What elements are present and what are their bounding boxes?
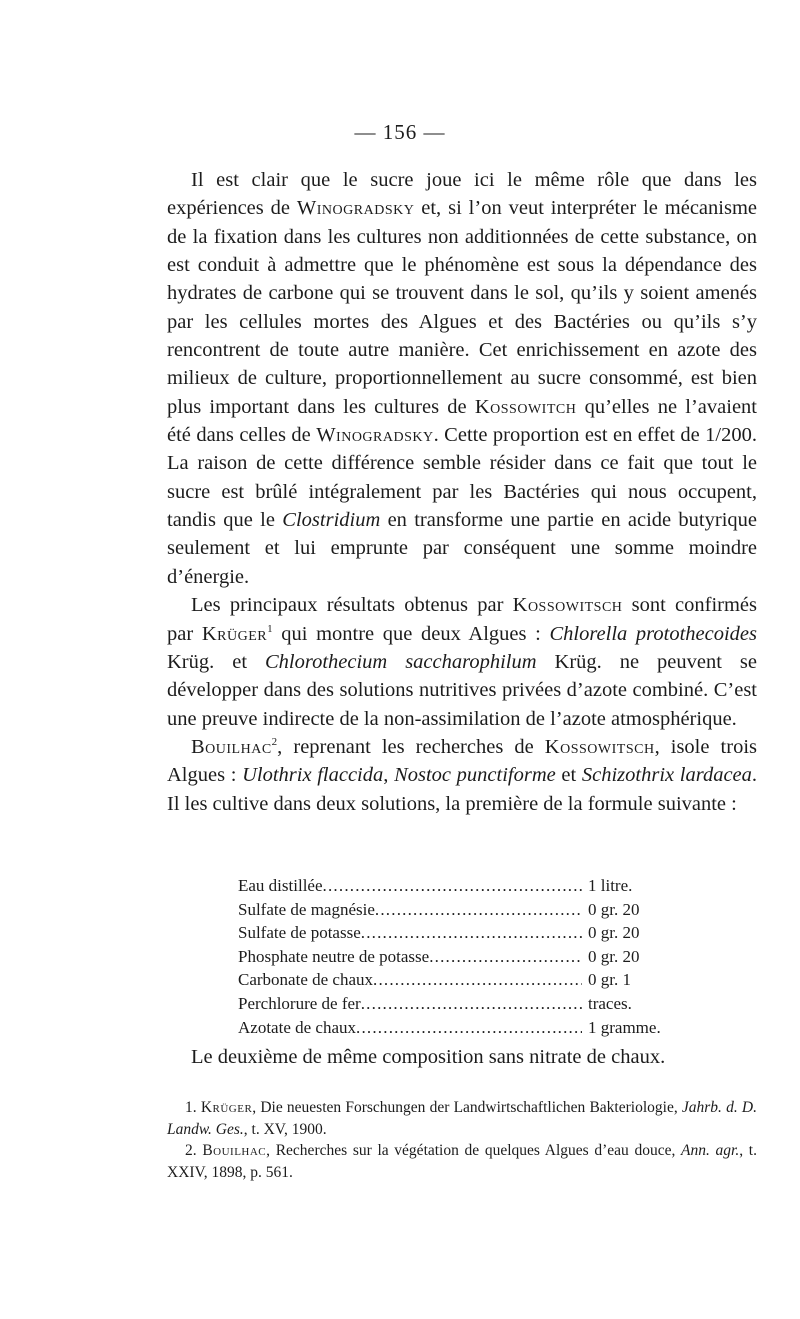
footnote-1 bbox=[167, 1097, 757, 1140]
paragraph-3-text-i: et bbox=[555, 764, 582, 787]
author-name: Kossowitsch bbox=[544, 735, 655, 758]
paragraph-2-text-a: Les principaux résultats obtenus par bbox=[191, 594, 513, 617]
formula-ingredient: Eau distillée bbox=[238, 876, 323, 895]
footnote-ref-2: 2 bbox=[271, 735, 278, 748]
paragraph-3-text-k: . Il les cultive dans deux solutions, la première de la formule suivante : bbox=[167, 764, 758, 815]
paragraph-1 bbox=[167, 166, 757, 591]
leader-dots bbox=[361, 992, 582, 1016]
paragraph-2-text-c: sont confirmés par bbox=[167, 594, 757, 645]
footnote-author: Krüger bbox=[200, 1099, 253, 1116]
leader-dots bbox=[356, 1016, 582, 1040]
taxon-name: Clostridium bbox=[282, 509, 381, 532]
formula-quantity: 1 gramme. bbox=[588, 1017, 661, 1037]
formula-ingredient: Azotate de chaux bbox=[238, 1017, 356, 1037]
paragraph-3-text-g: , bbox=[383, 764, 395, 787]
author-name: Winogradsky bbox=[296, 197, 415, 220]
footnote-number: 2. bbox=[185, 1142, 203, 1159]
formula-quantity: 0 gr. 1 bbox=[588, 970, 631, 990]
formula-row bbox=[238, 898, 688, 922]
author-name: Kossowitsch bbox=[512, 594, 623, 617]
paragraph-1-text-e: qu’elles ne l’avaient été dans celles de bbox=[167, 395, 757, 447]
formula-row bbox=[238, 992, 688, 1016]
formula-ingredient: Phosphate neutre de potasse bbox=[238, 946, 430, 966]
taxon-name: Nostoc punctiforme bbox=[394, 764, 556, 787]
footnote-number: 1. bbox=[185, 1099, 201, 1116]
taxon-name: Ulothrix flaccida bbox=[242, 764, 384, 787]
footnote-author: Bouilhac bbox=[202, 1142, 267, 1159]
paragraph-1-text-c: et, si l’on veut interpréter le mécanisme de la fixation dans les cultures non additionnées de cette substance, on est conduit à admettre que le phénomène est sous la dépendance des hydrates de carbone qui se trouvent dans le sol, qu’ils y soient amenés par les cellules mortes des Algues et des Bactéries ou qu’ils s’y rencontrent de toute autre manière. Cet enrichissement en azote des milieux de culture, proportionnellement au sucre consommé, est bien plus important dans les cultures de bbox=[167, 197, 758, 418]
author-name: Winogradsky bbox=[316, 424, 434, 447]
formula-row bbox=[238, 945, 688, 969]
formula-quantity: 0 gr. 20 bbox=[588, 946, 640, 966]
formula-quantity: traces. bbox=[588, 993, 632, 1013]
formula-ingredient: Carbonate de chaux bbox=[238, 970, 373, 990]
paragraph-2-text-h: Krüg. et bbox=[167, 650, 265, 673]
paragraph-3 bbox=[167, 733, 757, 818]
formula-row bbox=[238, 968, 688, 992]
leader-dots bbox=[429, 945, 582, 969]
closing-sentence: Le deuxième de même composition sans nitrate de chaux. bbox=[191, 1046, 666, 1068]
footnote-citation: , t. XXIV, 1898, p. 561. bbox=[167, 1142, 757, 1181]
author-name: Kossowitch bbox=[474, 395, 577, 418]
body-text bbox=[167, 166, 757, 818]
formula-quantity: 0 gr. 20 bbox=[588, 923, 640, 943]
formula-quantity: 1 litre. bbox=[588, 876, 633, 895]
leader-dots bbox=[361, 921, 582, 945]
formula-row bbox=[238, 921, 688, 945]
paragraph-2 bbox=[167, 591, 757, 733]
formula-ingredient: Sulfate de potasse bbox=[238, 923, 361, 943]
paragraph-3-text-e: , isole trois Algues : bbox=[167, 735, 757, 787]
paragraph-2-text-j: Krüg. ne peuvent se développer dans des solutions nutritives privées d’azote combiné. C’est une preuve indirecte de la non-assimilation de l’azote atmosphérique. bbox=[167, 650, 757, 730]
formula-table bbox=[238, 874, 688, 1039]
footnote-journal: Jahrb. d. D. Landw. Ges. bbox=[167, 1099, 757, 1138]
leader-dots bbox=[373, 968, 582, 992]
leader-dots bbox=[375, 898, 582, 922]
leader-dots bbox=[323, 874, 582, 898]
paragraph-1-text-a: Il est clair que le sucre joue ici le même rôle que dans les expériences de bbox=[167, 169, 757, 220]
formula-quantity: 0 gr. 20 bbox=[588, 899, 640, 919]
footnote-citation: , t. XV, 1900. bbox=[243, 1120, 327, 1138]
footnote-2 bbox=[167, 1140, 757, 1183]
footnote-title: , Recherches sur la végétation de quelques Algues d’eau douce, bbox=[266, 1142, 682, 1159]
paragraph-1-text-g: . Cette proportion est en effet de 1/200. La raison de cette différence semble résider dans ce fait que tout le sucre est brûlé intégralement par les Bactéries qui nous occupent, tandis que le bbox=[167, 424, 758, 532]
author-name: Bouilhac bbox=[191, 735, 272, 758]
formula-ingredient: Perchlorure de fer bbox=[238, 993, 361, 1013]
author-name: Krüger bbox=[201, 622, 268, 645]
footnote-ref-1: 1 bbox=[267, 622, 273, 635]
paragraph-2-text-f: qui montre que deux Algues : bbox=[272, 622, 550, 645]
formula-ingredient: Sulfate de magnésie bbox=[238, 899, 375, 919]
footnotes bbox=[167, 1097, 757, 1183]
taxon-name: Schizothrix lardacea bbox=[581, 764, 752, 787]
page-number: — 156 — bbox=[354, 120, 446, 144]
paragraph-1-text-i: en transforme une partie en acide butyrique seulement et lui emprunte par conséquent une somme moindre d’énergie. bbox=[167, 509, 757, 588]
formula-row bbox=[238, 1016, 688, 1040]
taxon-name: Chlorella protothecoides bbox=[549, 622, 757, 645]
formula-row bbox=[238, 874, 688, 898]
footnote-title: , Die neuesten Forschungen der Landwirtschaftlichen Bakteriologie, bbox=[252, 1099, 682, 1116]
taxon-name: Chlorothecium saccharophilum bbox=[265, 650, 537, 673]
footnote-journal: Ann. agr. bbox=[681, 1142, 740, 1159]
paragraph-3-text-c: , reprenant les recherches de bbox=[277, 735, 545, 758]
